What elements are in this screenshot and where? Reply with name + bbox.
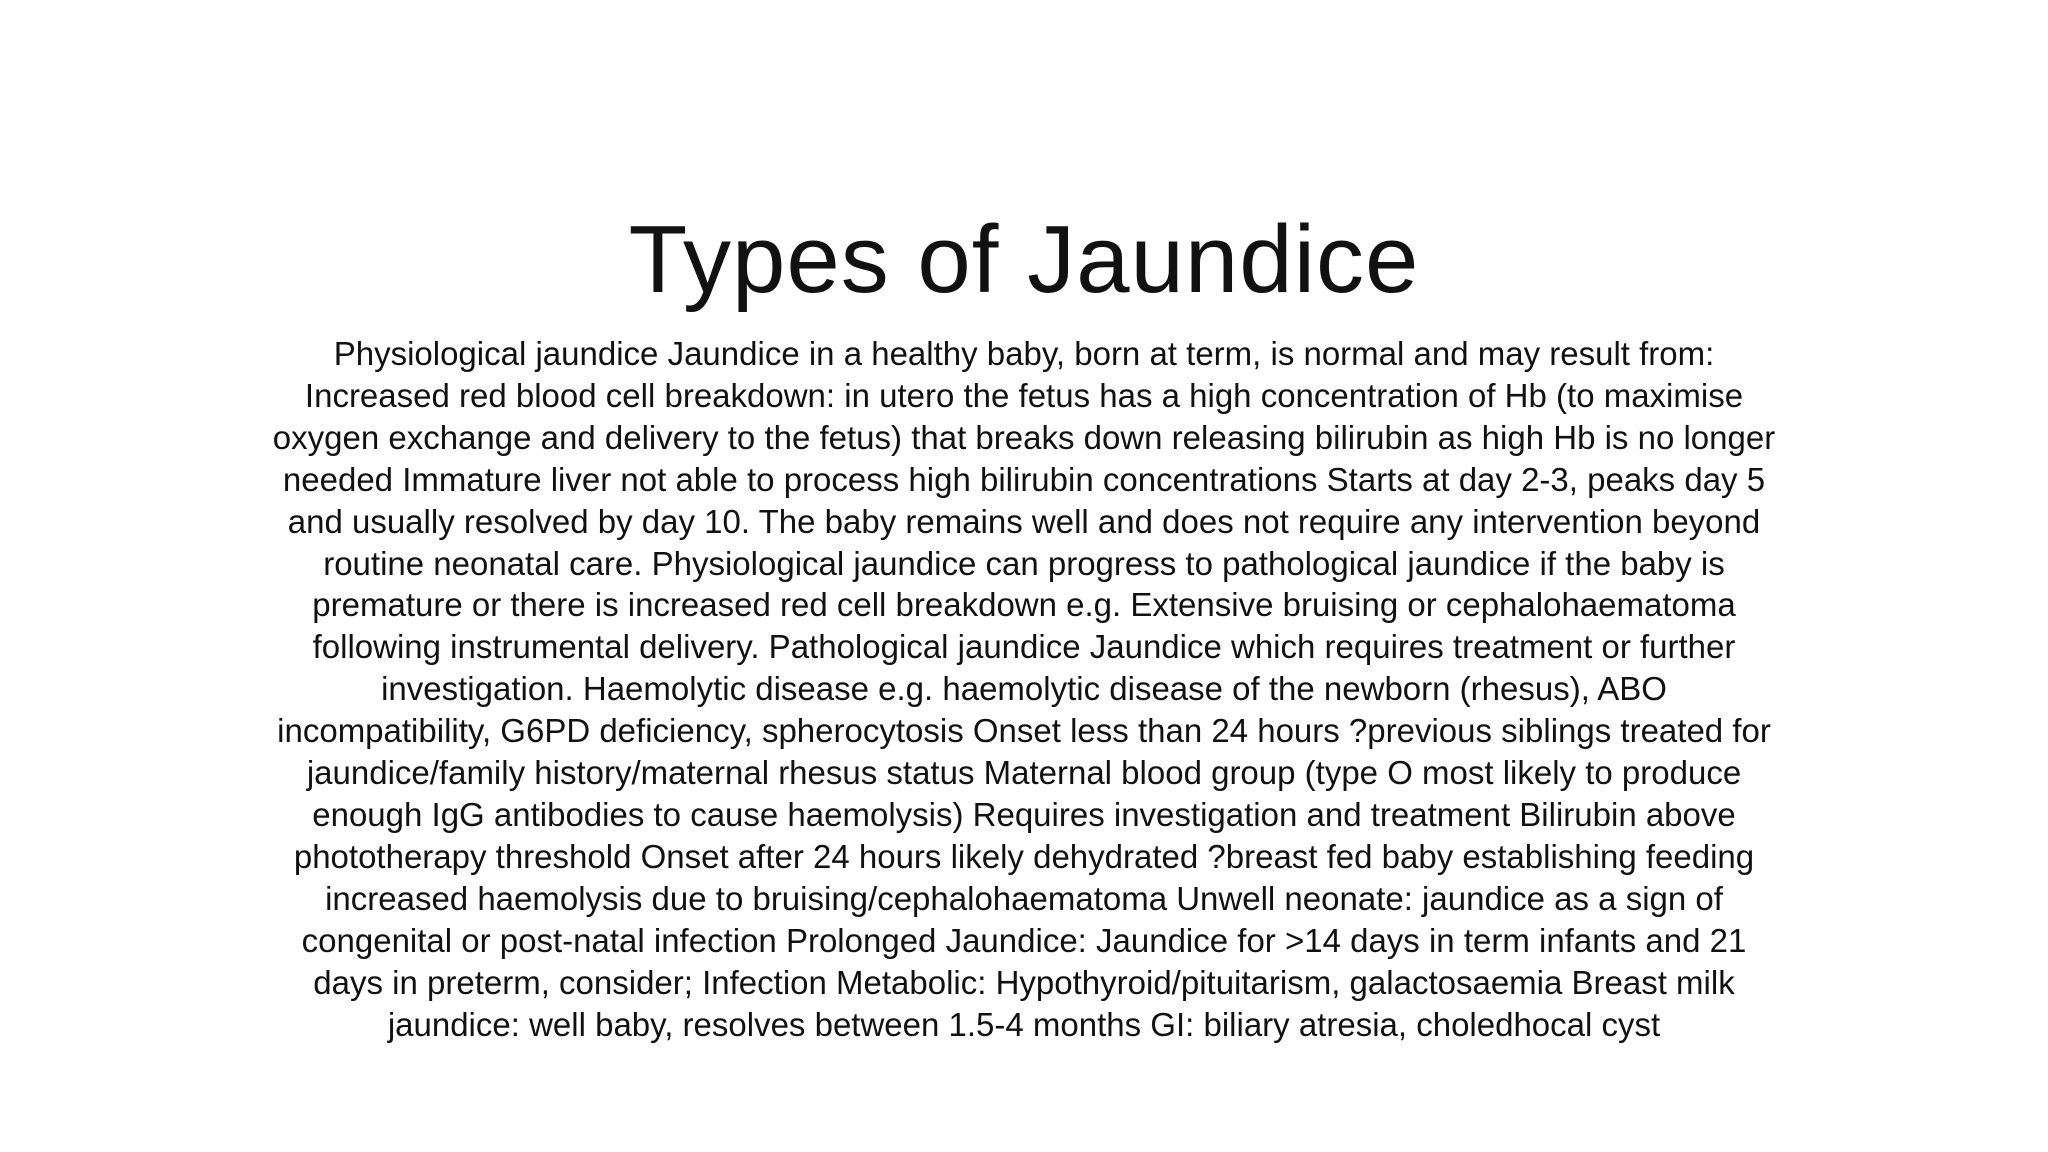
- slide-title: Types of Jaundice: [628, 206, 1420, 313]
- slide-body-text: Physiological jaundice Jaundice in a healthy baby, born at term, is normal and may result from: Increased red blood cell breakdown: in utero the fetus has a high concentration of Hb (to maximise oxygen exchange and delivery to the fetus) that breaks down releasing bilirubin as high Hb is no longer needed Immature liver not able to process high bilirubin concentrations Starts at day 2-3, peaks day 5 and usually resolved by day 10. The baby remains well and does not require any intervention beyond routine neonatal care. Physiological jaundice can progress to pathological jaundice if the baby is premature or there is increased red cell breakdown e.g. Extensive bruising or cephalohaematoma following instrumental delivery. Pathological jaundice Jaundice which requires treatment or further investigation. Haemolytic disease e.g. haemolytic disease of the newborn (rhesus), ABO incompatibility, G6PD deficiency, spherocytosis Onset less than 24 hours ?previous siblings treated for jaundice/family history/maternal rhesus status Maternal blood group (type O most likely to produce enough IgG antibodies to cause haemolysis) Requires investigation and treatment Bilirubin above phototherapy threshold Onset after 24 hours likely dehydrated ?breast fed baby establishing feeding increased haemolysis due to bruising/cephalohaematoma Unwell neonate: jaundice as a sign of congenital or post-natal infection Prolonged Jaundice: Jaundice for >14 days in term infants and 21 days in preterm, consider; Infection Metabolic: Hypothyroid/pituitarism, galactosaemia Breast milk jaundice: well baby, resolves between 1.5-4 months GI: biliary atresia, choledhocal cyst: [272, 335, 1776, 1043]
